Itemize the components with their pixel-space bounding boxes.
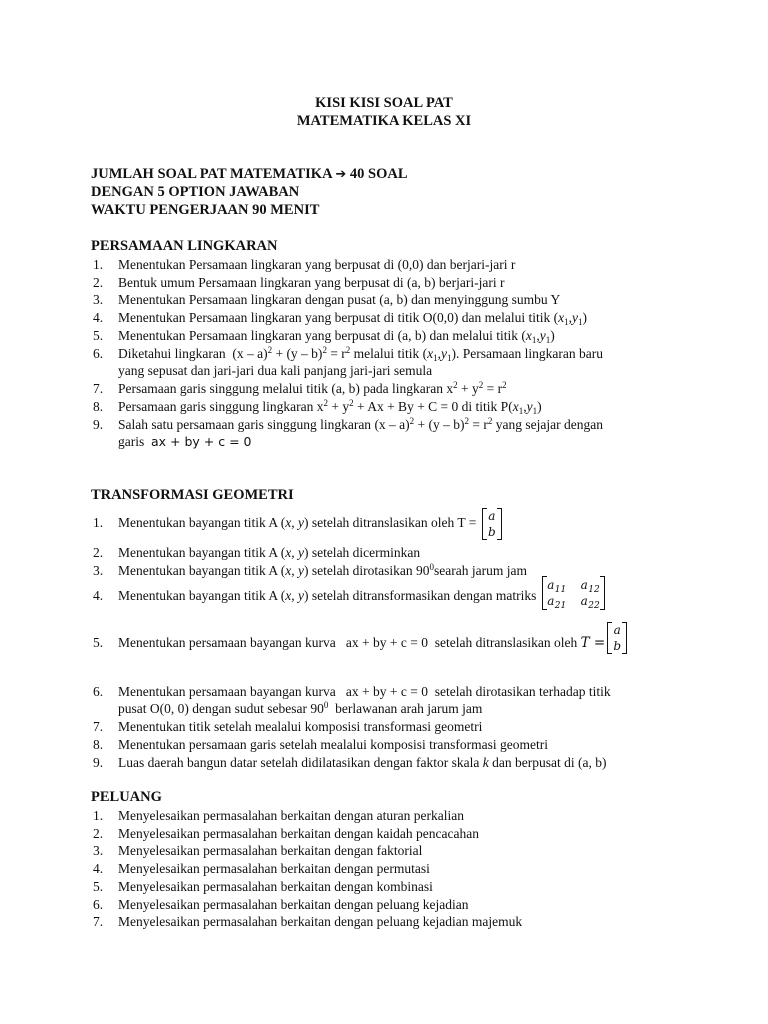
list-item: 8. Persamaan garis singgung lingkaran $x^2 + y^2 + Ax + By + C = 0$ di titik $P(x_1,y_1)$ <box>93 398 542 416</box>
list-item: 2. Bentuk umum Persamaan lingkaran yang berpusat di (a, b) berjari-jari r <box>93 275 505 290</box>
document-subtitle: MATEMATIKA KELAS XI <box>296 113 472 129</box>
list-item: 8. Menentukan persamaan garis setelah mealalui komposisi transformasi geometri <box>93 737 548 752</box>
list-item: 1. Menentukan bayangan titik A (x, y) setelah ditranslasikan oleh T = a b <box>93 508 502 540</box>
document-title: KISI KISI SOAL PAT <box>315 95 453 111</box>
list-item: 5. Menentukan persamaan bayangan kurva ax + by + c = 0 setelah ditranslasikan oleh T = a b <box>93 628 627 660</box>
list-item: 4. Menyelesaikan permasalahan berkaitan dengan permutasi <box>93 861 430 876</box>
list-item: 5. Menyelesaikan permasalahan berkaitan dengan kombinasi <box>93 879 433 894</box>
list-item: 4. Menentukan Persamaan lingkaran yang berpusat di titik O(0,0) dan melalui titik $(x_1,y_1)$ <box>93 310 588 327</box>
info-total-questions: JUMLAH SOAL PAT MATEMATIKA ➔ 40 SOAL <box>91 166 408 182</box>
list-item: 4. Menentukan bayangan titik A (x, y) setelah ditransformasikan dengan matriks $a_{11}$ $a_{12}$ $a_{21}$ $a_{22}$ <box>93 580 605 614</box>
transformation-matrix: $a_{11}$ $a_{12}$ $a_{21}$ $a_{22}$ <box>542 576 605 610</box>
list-item: 2. Menentukan bayangan titik A (x, y) setelah dicerminkan <box>93 545 421 560</box>
list-item: 3. Menentukan bayangan titik A (x, y) setelah dirotasikan $90^0searah$ jarum jam <box>93 562 528 578</box>
list-item: 3. Menyelesaikan permasalahan berkaitan dengan faktorial <box>93 843 423 858</box>
list-item: 6. Diketahui lingkaran $(x - a)^2 + (y - b)^2 = r^2$ melalui titik $(x_1,y_1)$. Persamaan lingkaran baru <box>93 345 603 363</box>
section-heading-transformasi: TRANSFORMASI GEOMETRI <box>91 487 294 503</box>
section-heading-lingkaran: PERSAMAAN LINGKARAN <box>91 238 278 254</box>
list-item-continuation: pusat O(0, 0) dengan sudut sebesar $90^0$ berlawanan arah jarum jam <box>118 700 483 716</box>
list-item: 1. Menentukan Persamaan lingkaran yang berpusat di (0,0) dan berjari-jari r <box>93 257 516 272</box>
list-item-continuation: garis ax + by + c = 0 <box>118 434 252 449</box>
section-heading-peluang: PELUANG <box>91 789 162 805</box>
list-item: 6. Menyelesaikan permasalahan berkaitan dengan peluang kejadian <box>93 897 469 912</box>
list-item: 1. Menyelesaikan permasalahan berkaitan dengan aturan perkalian <box>93 808 464 823</box>
info-time: WAKTU PENGERJAAN 90 MENIT <box>91 202 320 218</box>
circle-equation: $x^2 + y^2 = r^2$ <box>446 380 507 396</box>
list-item: 5. Menentukan Persamaan lingkaran yang berpusat di (a, b) dan melalui titik $(x_1,y_1)$ <box>93 328 555 345</box>
circle-equation: $(x - a)^2 + (y - b)^2 = r^2$ <box>232 345 351 361</box>
list-item: 6. Menentukan persamaan bayangan kurva ax + by + c = 0 setelah dirotasikan terhadap titik <box>93 684 611 699</box>
list-item: 7. Menyelesaikan permasalahan berkaitan dengan peluang kejadian majemuk <box>93 914 523 929</box>
translation-vector: a b <box>607 622 627 654</box>
translation-vector: a b <box>482 508 502 540</box>
list-item: 9. Luas daerah bangun datar setelah didilatasikan dengan faktor skala k dan berpusat di (a, b) <box>93 755 607 770</box>
list-item: 7. Menentukan titik setelah mealalui komposisi transformasi geometri <box>93 719 483 734</box>
list-item: 7. Persamaan garis singgung melalui titik (a, b) pada lingkaran $x^2 + y^2 = r^2$ <box>93 380 507 396</box>
list-item: 9. Salah satu persamaan garis singgung lingkaran $(x - a)^2 + (y - b)^2 = r^2$ yang sejajar dengan <box>93 416 603 432</box>
list-item: 2. Menyelesaikan permasalahan berkaitan dengan kaidah pencacahan <box>93 826 479 841</box>
info-options: DENGAN 5 OPTION JAWABAN <box>91 184 300 200</box>
circle-equation: $(x - a)^2 + (y - b)^2 = r^2$ <box>374 416 493 432</box>
right-arrow-icon: ➔ <box>335 167 347 182</box>
list-item: 3. Menentukan Persamaan lingkaran dengan pusat (a, b) dan menyinggung sumbu Y <box>93 292 561 307</box>
list-item-continuation: yang sepusat dan jari-jari dua kali panjang jari-jari semula <box>118 363 433 378</box>
circle-general-equation: $x^2 + y^2 + Ax + By + C = 0$ <box>316 398 459 414</box>
